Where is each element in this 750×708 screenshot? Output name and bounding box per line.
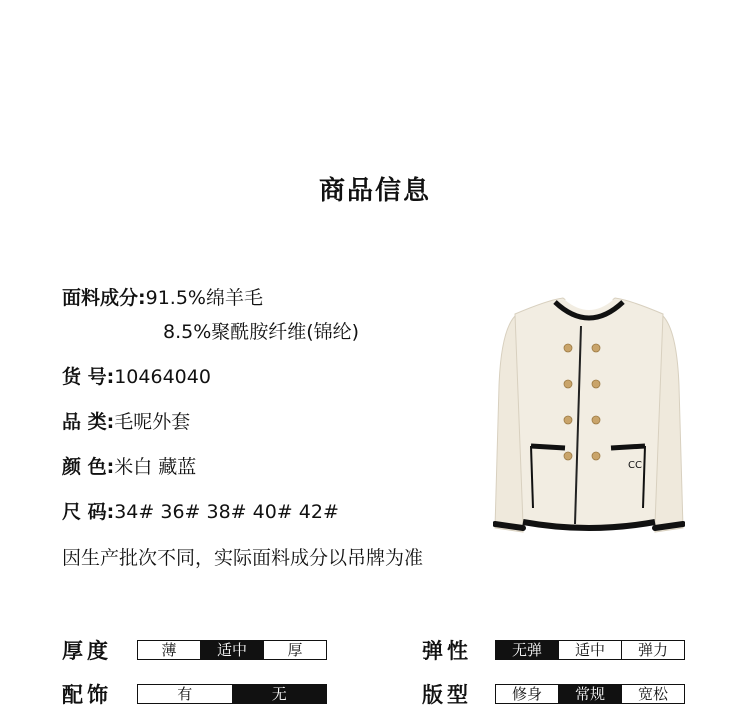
accessory-selector bbox=[137, 684, 327, 704]
color-row bbox=[62, 455, 196, 479]
sku-row bbox=[62, 365, 211, 389]
accessory-option-yes[interactable]: 有 bbox=[138, 685, 233, 703]
thickness-option-thin[interactable]: 薄 bbox=[138, 641, 201, 659]
elasticity-label: 弹性 bbox=[422, 639, 472, 663]
fabric-line2: 8.5%聚酰胺纤维(锦纶) bbox=[163, 321, 360, 343]
thickness-option-medium[interactable]: 适中 bbox=[201, 641, 264, 659]
accessory-label: 配饰 bbox=[62, 683, 112, 707]
thickness-label: 厚度 bbox=[62, 639, 112, 663]
sku-value: 10464040 bbox=[114, 366, 211, 388]
page-title: 商品信息 bbox=[318, 176, 431, 206]
fit-selector bbox=[495, 684, 685, 704]
fit-label: 版型 bbox=[422, 683, 472, 707]
fit-option-loose[interactable]: 宽松 bbox=[622, 685, 684, 703]
size-value: 34# 36# 38# 40# 42# bbox=[114, 501, 339, 523]
thickness-option-thick[interactable]: 厚 bbox=[264, 641, 326, 659]
elasticity-option-medium[interactable]: 适中 bbox=[559, 641, 622, 659]
color-label: 颜 色: bbox=[62, 456, 115, 478]
category-value: 毛呢外套 bbox=[114, 411, 191, 433]
fabric-line1: 91.5%绵羊毛 bbox=[145, 287, 263, 309]
fabric-row bbox=[62, 286, 263, 310]
size-label: 尺 码: bbox=[62, 501, 115, 523]
color-value: 米白 藏蓝 bbox=[114, 456, 197, 478]
svg-text:CC: CC bbox=[628, 460, 642, 471]
accessory-option-no[interactable]: 无 bbox=[233, 685, 327, 703]
category-row bbox=[62, 410, 190, 434]
elasticity-option-none[interactable]: 无弹 bbox=[496, 641, 559, 659]
size-row bbox=[62, 500, 339, 524]
thickness-selector bbox=[137, 640, 327, 660]
sku-label: 货 号: bbox=[62, 366, 115, 388]
fit-option-slim[interactable]: 修身 bbox=[496, 685, 559, 703]
fit-option-regular[interactable]: 常规 bbox=[559, 685, 622, 703]
elasticity-option-stretch[interactable]: 弹力 bbox=[622, 641, 684, 659]
fabric-label: 面料成分: bbox=[62, 287, 146, 309]
elasticity-selector bbox=[495, 640, 685, 660]
product-jacket-image bbox=[493, 296, 685, 541]
category-label: 品 类: bbox=[62, 411, 115, 433]
composition-note: 因生产批次不同，实际面料成分以吊牌为准 bbox=[62, 547, 424, 569]
